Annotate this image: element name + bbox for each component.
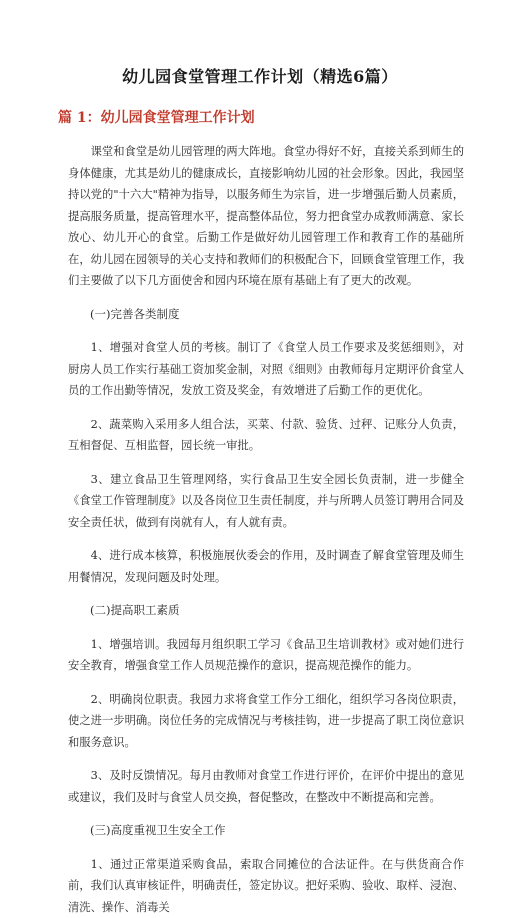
document-body <box>50 141 470 918</box>
list-item: 2、明确岗位职责。我园力求将食堂工作分工细化，组织学习各岗位职责，使之进一步明确。岗位任务的完成情况与考核挂钩，进一步提高了职工岗位意识和服务意识。 <box>50 689 464 754</box>
list-item: 3、建立食品卫生管理网络，实行食品卫生安全园长负责制，进一步健全《食堂工作管理制度》以及各岗位卫生责任制度，并与所聘人员签订聘用合同及安全责任状，做到有岗就有人，有人就有责。 <box>50 469 464 534</box>
list-item: 4、进行成本核算，积极施展伙委会的作用，及时调查了解食堂管理及师生用餐情况，发现问题及时处理。 <box>50 545 464 588</box>
list-item: 1、增强对食堂人员的考核。制订了《食堂人员工作要求及奖惩细则》，对厨房人员工作实行基础工资加奖金制，对照《细则》由教师每月定期评价食堂人员的工作出勤等情况，发放工资及奖金，有效增进了后勤工作的更优化。 <box>50 337 464 402</box>
list-item: 1、通过正常渠道采购食品，索取合同摊位的合法证件。在与供货商合作前，我们认真审核证件，明确责任，签定协议。把好采购、验收、取样、浸泡、清洗、操作、消毒关 <box>50 854 464 918</box>
list-item: 2、蔬菜购入采用多人组合法，买菜、付款、验货、过秤、记账分人负责，互相督促、互相监督，园长统一审批。 <box>50 414 464 457</box>
intro-paragraph: 课堂和食堂是幼儿园管理的两大阵地。食堂办得好不好，直接关系到师生的身体健康，尤其是幼儿的健康成长，直接影响幼儿园的社会形象。因此，我园坚持以党的"十六大"精神为指导，以服务师生为宗旨，进一步增强后勤人员素质，提高服务质量，提高管理水平，提高整体品位，努力把食堂办成教师满意、家长放心、幼儿开心的食堂。后勤工作是做好幼儿园管理工作和教育工作的基础所在，幼儿园在园领导的关心支持和教师们的积极配合下，回顾食堂管理工作，我们主要做了以下几方面使舍和园内环境在原有基础上有了更大的改观。 <box>50 141 464 292</box>
part-heading: (二)提高职工素质 <box>50 600 464 622</box>
part-heading: (三)高度重视卫生安全工作 <box>50 820 464 842</box>
part-heading: (一)完善各类制度 <box>50 304 464 326</box>
section-heading: 篇 1：幼儿园食堂管理工作计划 <box>50 107 470 127</box>
document-title: 幼儿园食堂管理工作计划（精选6篇） <box>50 64 470 87</box>
list-item: 3、及时反馈情况。每月由教师对食堂工作进行评价，在评价中提出的意见或建议，我们及时与食堂人员交换，督促整改，在整改中不断提高和完善。 <box>50 765 464 808</box>
list-item: 1、增强培训。我园每月组织职工学习《食品卫生培训教材》或对她们进行安全教育，增强食堂工作人员规范操作的意识，提高规范操作的能力。 <box>50 634 464 677</box>
